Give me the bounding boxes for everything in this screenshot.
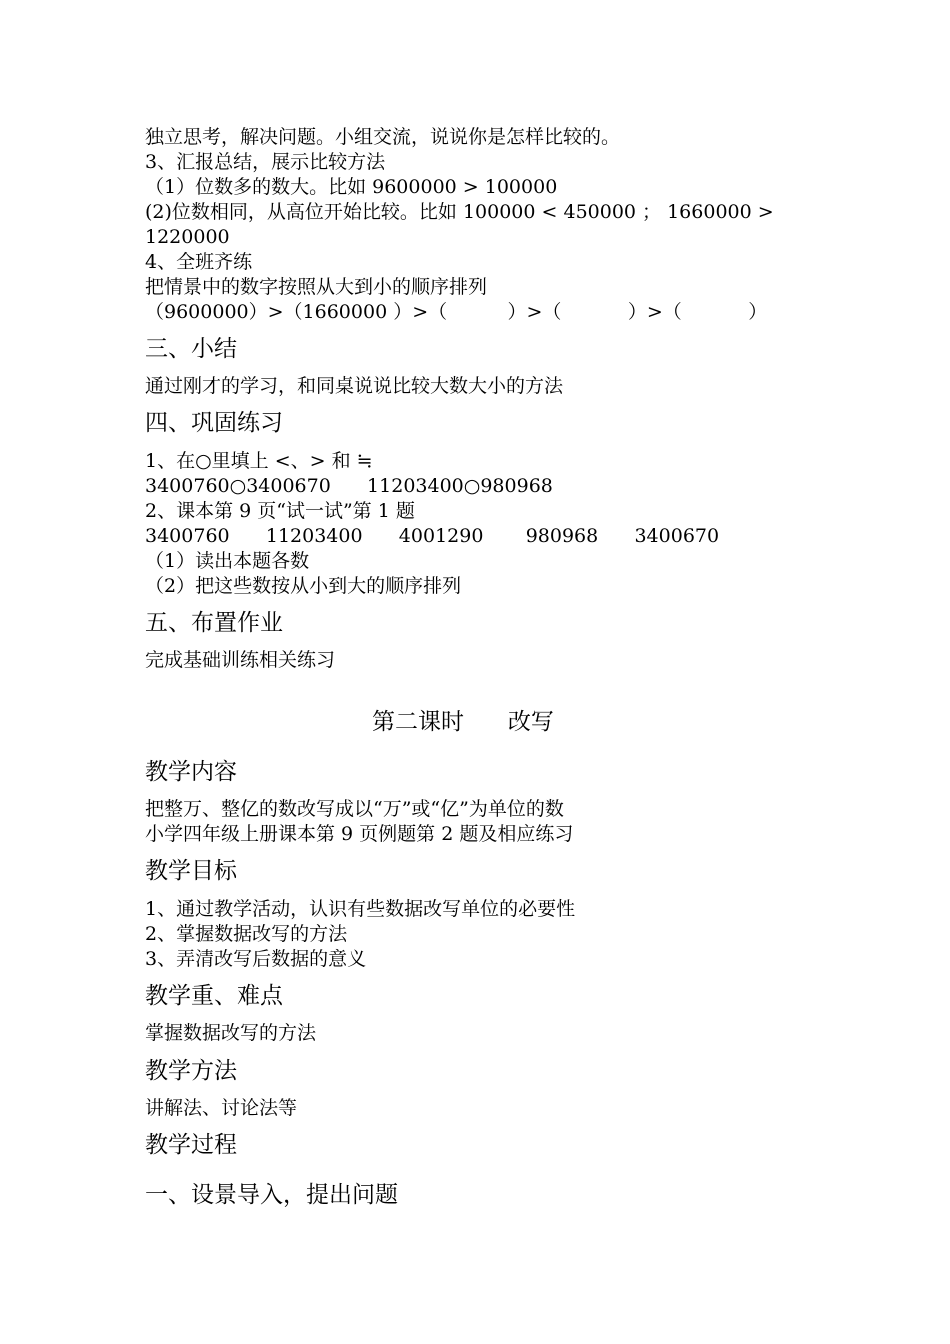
- text-line: 独立思考，解决问题。小组交流，说说你是怎样比较的。: [145, 126, 621, 148]
- section-heading: 五、布置作业: [145, 610, 283, 636]
- text-line: 讲解法、讨论法等: [145, 1097, 298, 1119]
- text-line: 1220000: [145, 226, 230, 248]
- text-line: 3、汇报总结，展示比较方法: [145, 151, 386, 173]
- text-line: 1、在○里填上 <、> 和 ≒: [145, 450, 373, 472]
- text-line: 1、通过教学活动，认识有些数据改写单位的必要性: [145, 898, 576, 920]
- section-heading: 教学方法: [145, 1058, 237, 1084]
- section-heading: 教学重、难点: [145, 983, 283, 1009]
- text-line: 掌握数据改写的方法: [145, 1022, 317, 1044]
- text-line: 小学四年级上册课本第 9 页例题第 2 题及相应练习: [145, 823, 574, 845]
- text-line: 2、课本第 9 页“试一试”第 1 题: [145, 500, 415, 522]
- text-line: 3400760 11203400 4001290 980968 3400670: [145, 525, 720, 547]
- section-heading: 一、设景导入，提出问题: [145, 1182, 398, 1208]
- text-line: 2、掌握数据改写的方法: [145, 923, 348, 945]
- section-heading: 教学过程: [145, 1132, 237, 1158]
- section-heading: 教学目标: [145, 858, 237, 884]
- text-line: （1）读出本题各数: [145, 550, 310, 572]
- text-line: （2）把这些数按从小到大的顺序排列: [145, 575, 462, 597]
- text-line: （1）位数多的数大。比如 9600000 > 100000: [145, 176, 558, 198]
- text-line: (2)位数相同，从高位开始比较。比如 100000 < 450000 ； 1660000 >: [145, 201, 774, 223]
- text-line: 3、弄清改写后数据的意义: [145, 948, 367, 970]
- section-heading: 教学内容: [145, 759, 237, 785]
- lesson-title: 第二课时 改写: [372, 709, 554, 735]
- section-heading: 三、小结: [145, 336, 237, 362]
- text-line: 把整万、整亿的数改写成以“万”或“亿”为单位的数: [145, 798, 564, 820]
- text-line: 4、全班齐练: [145, 251, 253, 273]
- ordering-exercise-line: （9600000）>（1660000 ）>（ ）>（ ）>（ ）: [145, 301, 768, 323]
- section-heading: 四、巩固练习: [145, 410, 283, 436]
- text-line: 把情景中的数字按照从大到小的顺序排列: [145, 276, 488, 298]
- text-line: 通过刚才的学习，和同桌说说比较大数大小的方法: [145, 375, 564, 397]
- text-line: 完成基础训练相关练习: [145, 649, 336, 671]
- text-line: 3400760○3400670 11203400○980968: [145, 475, 553, 497]
